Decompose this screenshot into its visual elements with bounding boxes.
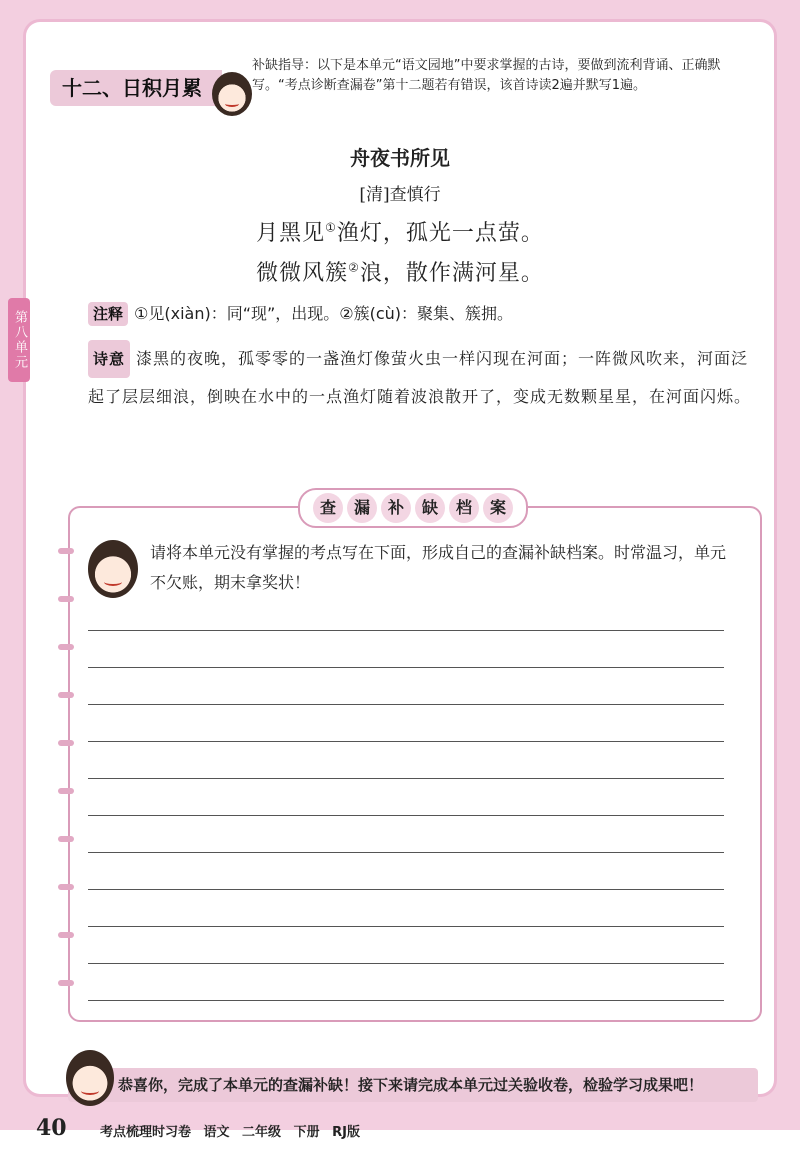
footnote-mark: ① bbox=[325, 220, 337, 235]
binder-hole bbox=[58, 980, 74, 986]
writing-line[interactable] bbox=[88, 741, 724, 742]
writing-line[interactable] bbox=[88, 926, 724, 927]
remedial-guidance-note: 补缺指导：以下是本单元“语文园地”中要求掌握的古诗，要做到流利背诵、正确默写。“考点诊断查漏卷”第十二题若有错误，该首诗读2遍并默写1遍。 bbox=[252, 58, 721, 93]
writing-line[interactable] bbox=[88, 778, 724, 779]
section-title: 十二、日积月累 bbox=[50, 70, 222, 106]
writing-line[interactable] bbox=[88, 815, 724, 816]
binder-hole bbox=[58, 836, 74, 842]
unit-side-tab: 第八单元 bbox=[8, 298, 30, 382]
archive-title-char: 补 bbox=[381, 493, 411, 523]
poem-meaning bbox=[88, 340, 764, 416]
page-number: 40 bbox=[36, 1115, 67, 1141]
annotation-label: 注释 bbox=[88, 302, 128, 326]
boy-avatar-icon bbox=[88, 540, 138, 598]
binder-hole bbox=[58, 596, 74, 602]
archive-title-char: 缺 bbox=[415, 493, 445, 523]
annotation-text: ①见(xiàn)：同“现”，出现。②簇(cù)：聚集、簇拥。 bbox=[134, 304, 514, 323]
writing-line[interactable] bbox=[88, 1000, 724, 1001]
binder-hole bbox=[58, 788, 74, 794]
annotation-row bbox=[88, 302, 768, 326]
writing-line[interactable] bbox=[88, 963, 724, 964]
meaning-label: 诗意 bbox=[88, 340, 130, 378]
archive-title-char: 漏 bbox=[347, 493, 377, 523]
writing-line[interactable] bbox=[88, 667, 724, 668]
footnote-mark: ② bbox=[348, 260, 360, 275]
writing-line[interactable] bbox=[88, 852, 724, 853]
poem-line-1: 月黑见①渔灯，孤光一点萤。 bbox=[256, 220, 544, 246]
archive-title bbox=[298, 488, 528, 528]
archive-title-char: 档 bbox=[449, 493, 479, 523]
binder-hole bbox=[58, 692, 74, 698]
footer-message: 恭喜你，完成了本单元的查漏补缺！接下来请完成本单元过关验收卷，检验学习成果吧！ bbox=[118, 1076, 704, 1094]
writing-line[interactable] bbox=[88, 704, 724, 705]
poem-author: [清]查慎行 bbox=[359, 185, 441, 205]
archive-instruction: 请将本单元没有掌握的考点写在下面，形成自己的查漏补缺档案。时常温习，单元不欠账，期末拿奖状！ bbox=[150, 543, 727, 592]
binder-hole bbox=[58, 884, 74, 890]
archive-title-char: 查 bbox=[313, 493, 343, 523]
poem-title: 舟夜书所见 bbox=[350, 146, 450, 170]
poem-line-2: 微微风簇②浪，散作满河星。 bbox=[256, 260, 544, 286]
binder-hole bbox=[58, 548, 74, 554]
girl-avatar-icon bbox=[66, 1050, 114, 1106]
binder-hole bbox=[58, 644, 74, 650]
meaning-text: 漆黑的夜晚，孤零零的一盏渔灯像萤火虫一样闪现在河面；一阵微风吹来，河面泛起了层层细浪，倒映在水中的一点渔灯随着波浪散开了，变成无数颗星星，在河面闪烁。 bbox=[88, 349, 752, 406]
binder-hole bbox=[58, 740, 74, 746]
binder-hole bbox=[58, 932, 74, 938]
writing-line[interactable] bbox=[88, 889, 724, 890]
writing-line[interactable] bbox=[88, 630, 724, 631]
book-info: 考点梳理时习卷 语文 二年级 下册 RJ版 bbox=[100, 1125, 360, 1140]
archive-title-char: 案 bbox=[483, 493, 513, 523]
girl-avatar-icon bbox=[212, 72, 252, 116]
